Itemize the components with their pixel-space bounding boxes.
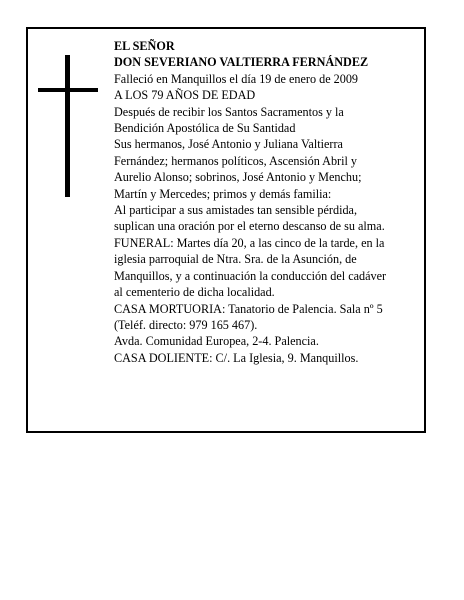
notice-line: Después de recibir los Santos Sacramentos y la (114, 104, 344, 119)
notice-line: (Teléf. directo: 979 165 467). (114, 317, 258, 332)
notice-heading-title: EL SEÑOR (114, 39, 175, 53)
notice-line: A LOS 79 AÑOS DE EDAD (114, 88, 256, 103)
notice-line: Martín y Mercedes; primos y demás familia: (114, 186, 332, 201)
cross-vertical-bar (65, 55, 70, 197)
notice-line: Avda. Comunidad Europea, 2-4. Palencia. (114, 334, 319, 349)
notice-line: FUNERAL: Martes día 20, a las cinco de la tarde, en la (114, 235, 385, 250)
notice-line: Sus hermanos, José Antonio y Juliana Valtierra (114, 137, 343, 152)
notice-line: Falleció en Manquillos el día 19 de enero de 2009 (114, 71, 359, 86)
notice-line: Al participar a sus amistades tan sensible pérdida, (114, 203, 358, 218)
notice-line: CASA MORTUORIA: Tanatorio de Palencia. Sala nº 5 (114, 301, 383, 316)
cross-icon (38, 55, 98, 197)
notice-line: Fernández; hermanos políticos, Ascensión Abril y (114, 153, 358, 168)
notice-line: iglesia parroquial de Ntra. Sra. de la Asunción, de (114, 252, 357, 267)
notice-line: al cementerio de dicha localidad. (114, 285, 275, 300)
notice-line: Aurelio Alonso; sobrinos, José Antonio y Menchu; (114, 170, 362, 185)
cross-horizontal-bar (38, 88, 98, 92)
notice-line: CASA DOLIENTE: C/. La Iglesia, 9. Manquillos. (114, 350, 359, 365)
notice-line: Manquillos, y a continuación la conducción del cadáver (114, 268, 387, 283)
notice-line: suplican una oración por el eterno descanso de su alma. (114, 219, 385, 234)
notice-line: Bendición Apostólica de Su Santidad (114, 121, 296, 136)
notice-heading-name: DON SEVERIANO VALTIERRA FERNÁNDEZ (114, 55, 369, 70)
notice-text (114, 38, 422, 366)
